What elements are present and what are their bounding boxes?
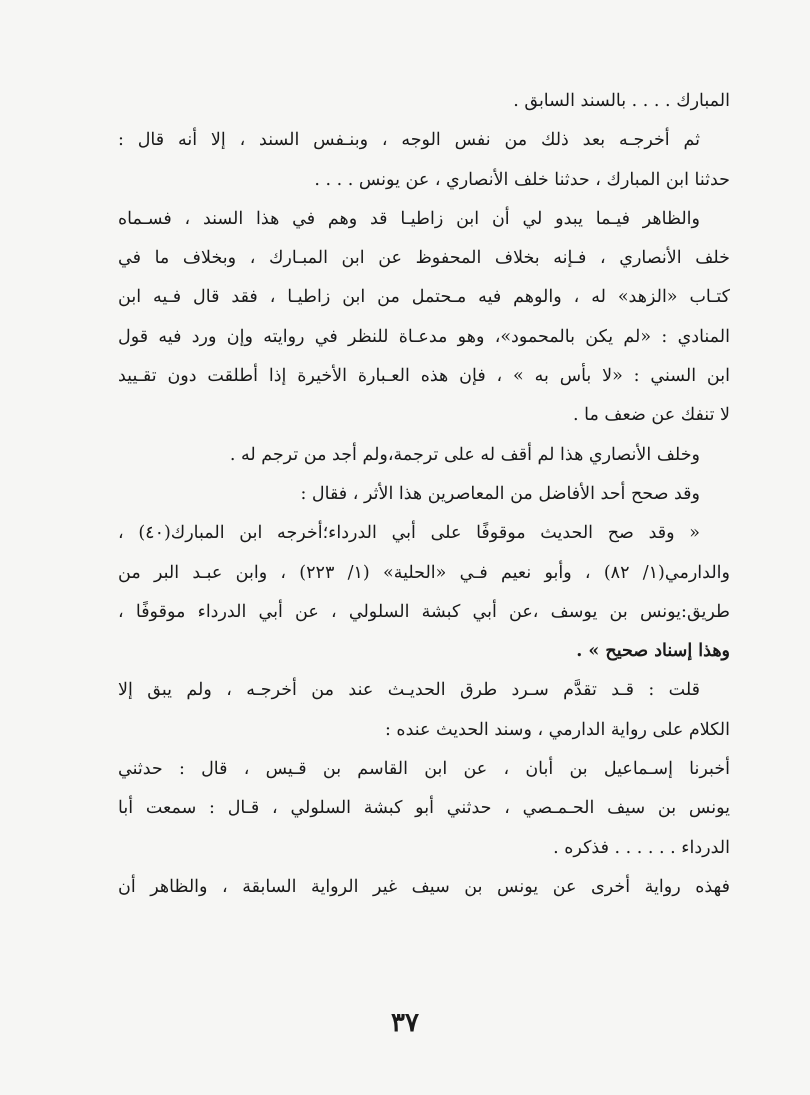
text-line: قلت : قـد تقدَّم سـرد طرق الحديـث عند من أخرجـه ، ولم يبق إلا [118, 680, 700, 701]
text-line: وهذا إسناد صحيح » . [576, 641, 730, 662]
text-line: أخبرنا إسـماعيل بن أبان ، عن ابن القاسم بن قـيس ، قال : حدثني [118, 759, 730, 780]
text-line: المبارك . . . . بالسند السابق . [513, 91, 730, 111]
text-line: الدرداء . . . . . . فذكره . [553, 837, 730, 858]
body-text [118, 82, 730, 907]
text-line: والظاهر فيـما يبدو لي أن ابن زاطيـا قد وهم في هذا السند ، فسـماه [118, 208, 700, 229]
text-line: فهذه رواية أخرى عن يونس بن سيف غير الرواية السابقة ، والظاهر أن [118, 876, 730, 897]
text-line: ثم أخرجـه بعد ذلك من نفس الوجه ، وبنـفس السند ، إلا أنه قال : [118, 130, 700, 151]
text-line: حدثنا ابن المبارك ، حدثنا خلف الأنصاري ، عن يونس . . . . [314, 169, 730, 190]
text-line: خلف الأنصاري ، فـإنه بخلاف المحفوظ عن ابن المبـارك ، وبخلاف ما في [118, 248, 730, 269]
text-line: الكلام على رواية الدارمي ، وسند الحديث عنده : [384, 719, 730, 740]
text-line: وقد صحح أحد الأفاضل من المعاصرين هذا الأثر ، فقال : [300, 483, 700, 504]
text-line: ابن السني : «لا بأس به » ، فإن هذه العـبارة الأخيرة إذا أطلقت دون تقـييد [118, 366, 730, 387]
text-line: والدارمي(١/ ٨٢) ، وأبو نعيم فـي «الحلية» (١/ ٢٢٣) ، وابن عبـد البر من [118, 562, 730, 583]
text-line: طريق:يونس بن يوسف ،عن أبي كبشة السلولي ، عن أبي الدرداء موقوفًا ، [118, 601, 730, 622]
text-line: يونس بن سيف الحـمـصي ، حدثني أبو كبشة السلولي ، قـال : سمعت أبا [118, 798, 730, 819]
text-line: وخلف الأنصاري هذا لم أقف له على ترجمة،ولم أجد من ترجم له . [229, 444, 700, 465]
text-line: « وقد صح الحديث موقوفًا على أبي الدرداء؛أخرجه ابن المبارك(٤٠) ، [118, 523, 700, 544]
text-line: لا تنفك عن ضعف ما . [573, 405, 730, 426]
page-number: ٣٧ [391, 1008, 419, 1038]
text-line: كتـاب «الزهد» له ، والوهم فيه مـحتمل من ابن زاطيـا ، فقد قال فـيه ابن [118, 287, 730, 308]
text-line: المنادي : «لم يكن بالمحمود»، وهو مدعـاة للنظر في روايته وإن ورد فيه قول [118, 326, 730, 347]
